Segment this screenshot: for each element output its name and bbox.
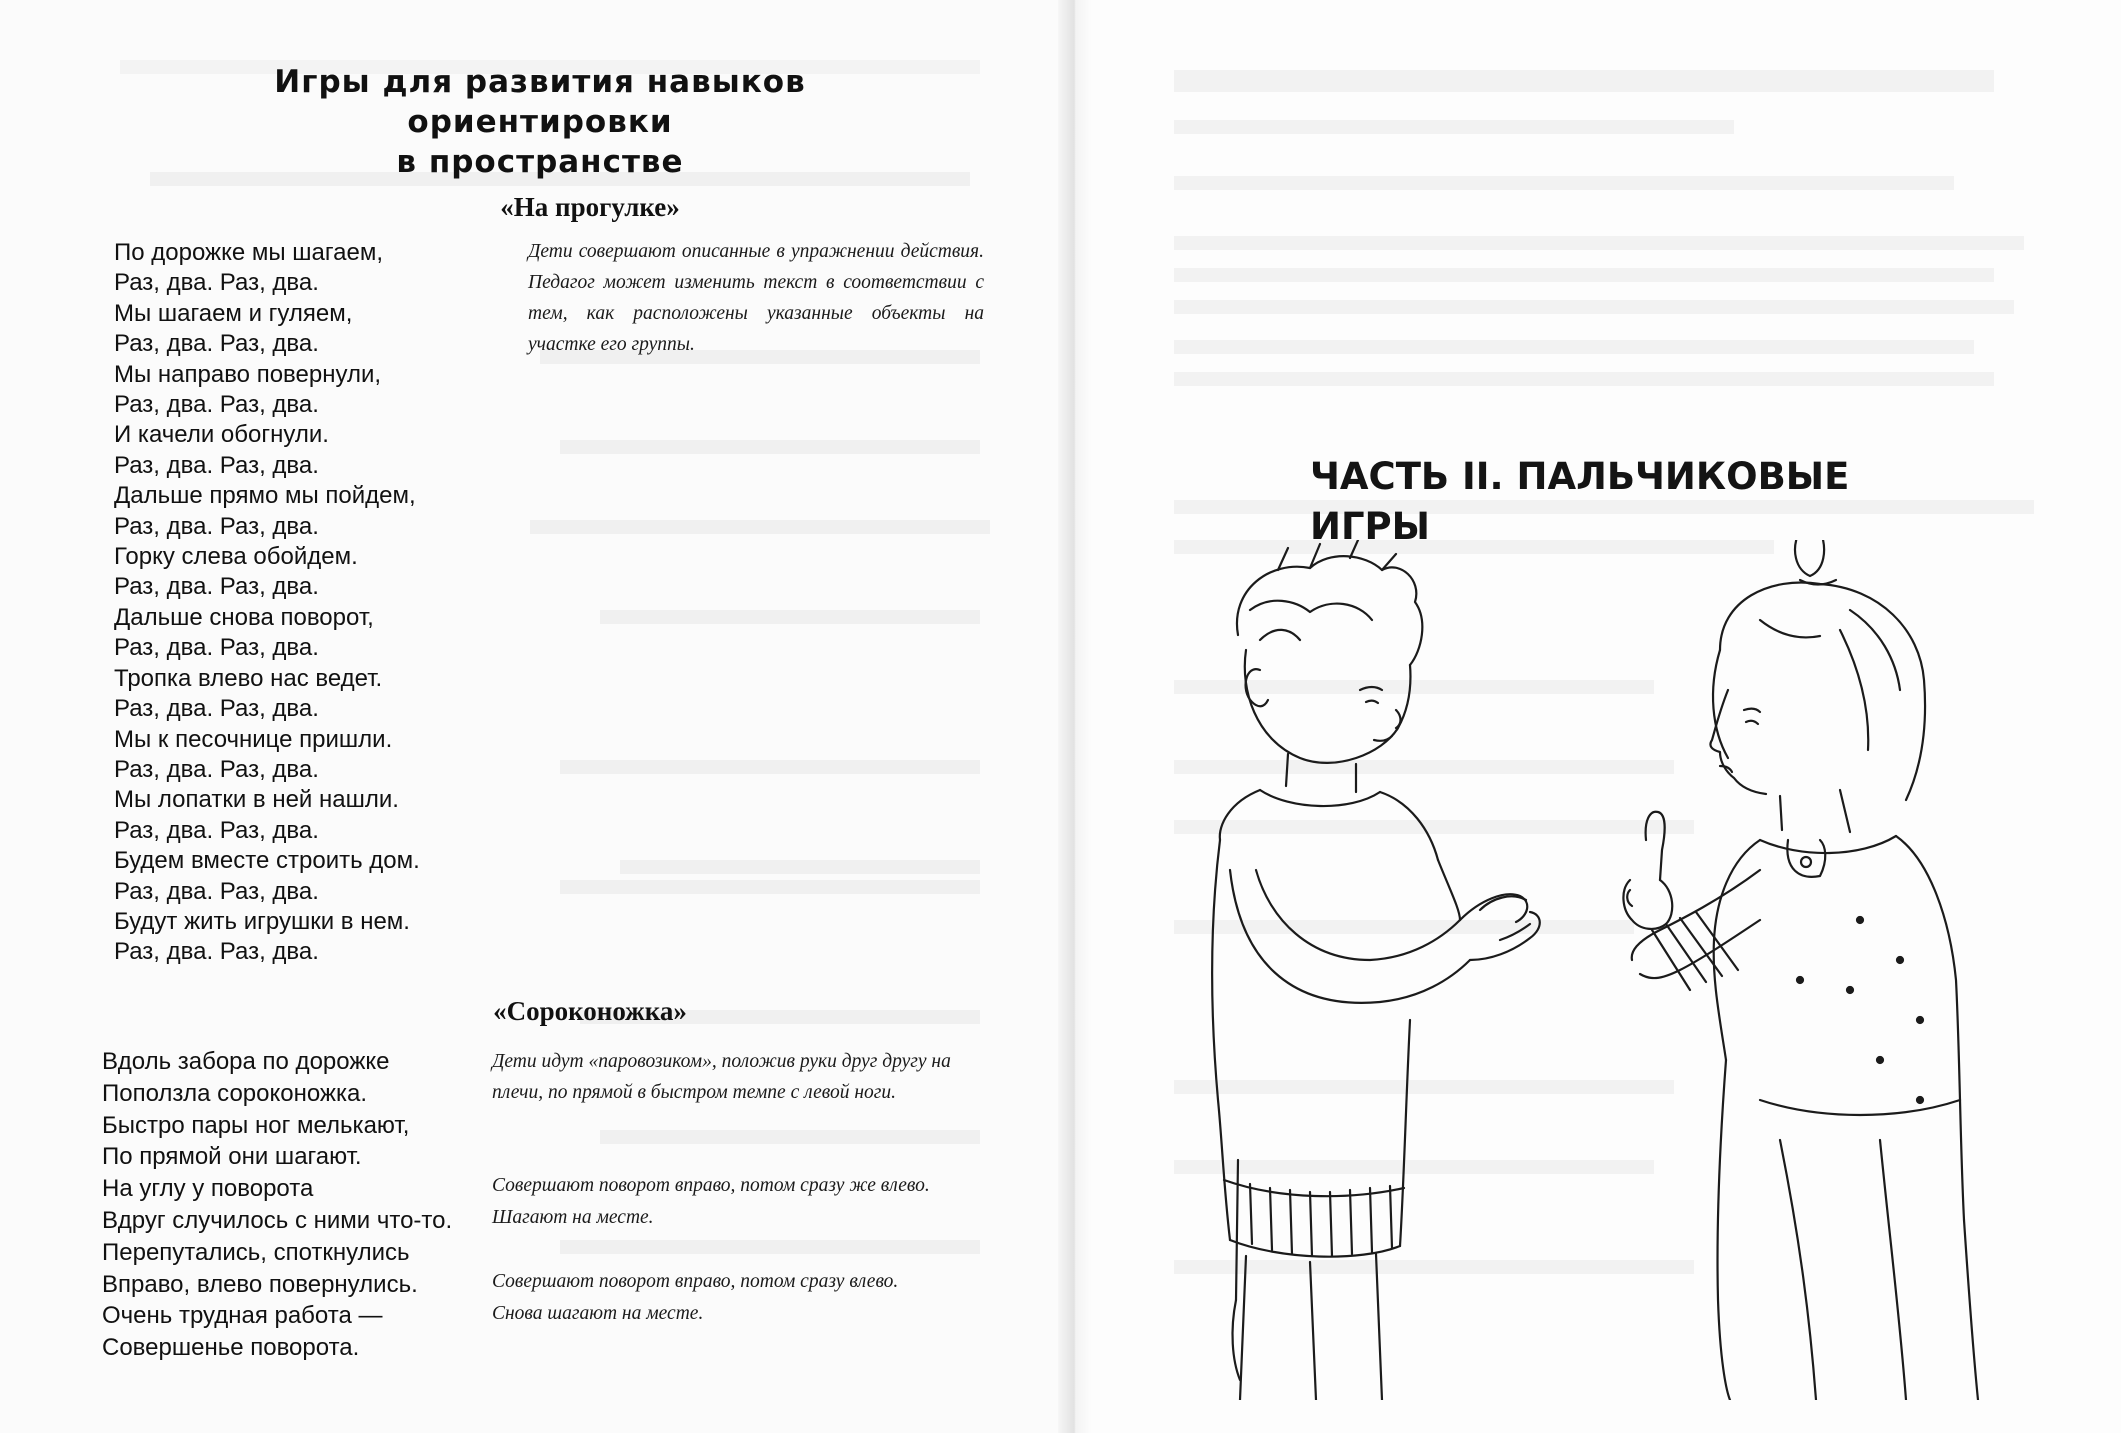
girl-figure bbox=[1623, 540, 1978, 1400]
part-heading: ЧАСТЬ II. ПАЛЬЧИКОВЫЕ ИГРЫ bbox=[1310, 455, 1850, 548]
verse-line: По дорожке мы шагаем, bbox=[114, 239, 383, 266]
verse-line: Мы шагаем и гуляем, bbox=[114, 299, 353, 327]
verse-line: Раз, два. Раз, два. bbox=[114, 512, 319, 540]
section-heading-line-2: в пространстве bbox=[396, 144, 684, 180]
verse-line: Горку слева обойдем. bbox=[114, 543, 358, 571]
verse-line: Раз, два. Раз, два. bbox=[114, 269, 319, 297]
verse-line: Тропка влево нас ведет. bbox=[114, 664, 383, 692]
verse-line: Будем вместе строить дом. bbox=[114, 847, 420, 875]
verse-line: Раз, два. Раз, два. bbox=[114, 391, 319, 419]
instruction-note-centipede: Совершают поворот вправо, потом сразу влево. bbox=[492, 1271, 899, 1292]
verse-line: Дальше снова поворот, bbox=[114, 603, 374, 631]
instruction-note-centipede: Дети идут «паровозиком», положив руки друг другу на плечи, по прямой в быстром темпе с левой ноги. bbox=[492, 1051, 951, 1103]
children-finger-game-illustration bbox=[1160, 540, 2040, 1400]
verse-line: Мы направо повернули, bbox=[114, 360, 382, 388]
verse-line: Дальше прямо мы пойдем, bbox=[114, 482, 416, 510]
verse-line: Раз, два. Раз, два. bbox=[114, 695, 319, 723]
verse-centipede bbox=[102, 1046, 502, 1364]
instruction-note-walk: Дети совершают описанные в упражнении действия. Педагог может изменить текст в соответствии с тем, как расположены указанные объекты на участке его группы. bbox=[528, 241, 984, 355]
verse-line: По прямой они шагают. bbox=[102, 1143, 362, 1171]
book-gutter bbox=[1058, 0, 1092, 1433]
verse-line: Раз, два. Раз, два. bbox=[114, 451, 319, 479]
boy-figure bbox=[1212, 540, 1540, 1400]
verse-walk bbox=[114, 238, 514, 968]
verse-line: Будут жить игрушки в нем. bbox=[114, 907, 410, 935]
verse-line: Раз, два. Раз, два. bbox=[114, 938, 319, 966]
verse-line: Мы к песочнице пришли. bbox=[114, 725, 393, 753]
verse-line: Мы лопатки в ней нашли. bbox=[114, 786, 399, 814]
verse-line: Раз, два. Раз, два. bbox=[114, 634, 319, 662]
verse-line: На углу у поворота bbox=[102, 1175, 314, 1203]
verse-line: Быстро пары ног мелькают, bbox=[102, 1111, 410, 1139]
verse-line: Совершенье поворота. bbox=[102, 1334, 360, 1362]
verse-line: Раз, два. Раз, два. bbox=[114, 755, 319, 783]
game-title-walk: «На прогулке» bbox=[500, 192, 680, 222]
instruction-note-centipede: Снова шагают на месте. bbox=[492, 1303, 704, 1324]
instruction-note-centipede: Шагают на месте. bbox=[492, 1207, 654, 1228]
verse-line: Раз, два. Раз, два. bbox=[114, 877, 319, 905]
verse-line: Очень трудная работа — bbox=[102, 1302, 383, 1330]
section-heading-line-1: Игры для развития навыков ориентировки bbox=[274, 64, 806, 140]
verse-line: Раз, два. Раз, два. bbox=[114, 330, 319, 358]
verse-line: Перепутались, споткнулись bbox=[102, 1238, 410, 1266]
instruction-note-centipede: Совершают поворот вправо, потом сразу же влево. bbox=[492, 1175, 930, 1196]
verse-line: Раз, два. Раз, два. bbox=[114, 816, 319, 844]
verse-line: Вдоль забора по дорожке bbox=[102, 1048, 390, 1075]
game-title-centipede: «Сороконожка» bbox=[493, 996, 687, 1026]
section-heading bbox=[140, 62, 940, 182]
verse-line: И качели обогнули. bbox=[114, 421, 329, 449]
verse-line: Раз, два. Раз, два. bbox=[114, 573, 319, 601]
verse-line: Поползла сороконожка. bbox=[102, 1079, 368, 1107]
verse-line: Вдруг случилось с ними что-то. bbox=[102, 1206, 453, 1234]
verse-line: Вправо, влево повернулись. bbox=[102, 1270, 418, 1298]
